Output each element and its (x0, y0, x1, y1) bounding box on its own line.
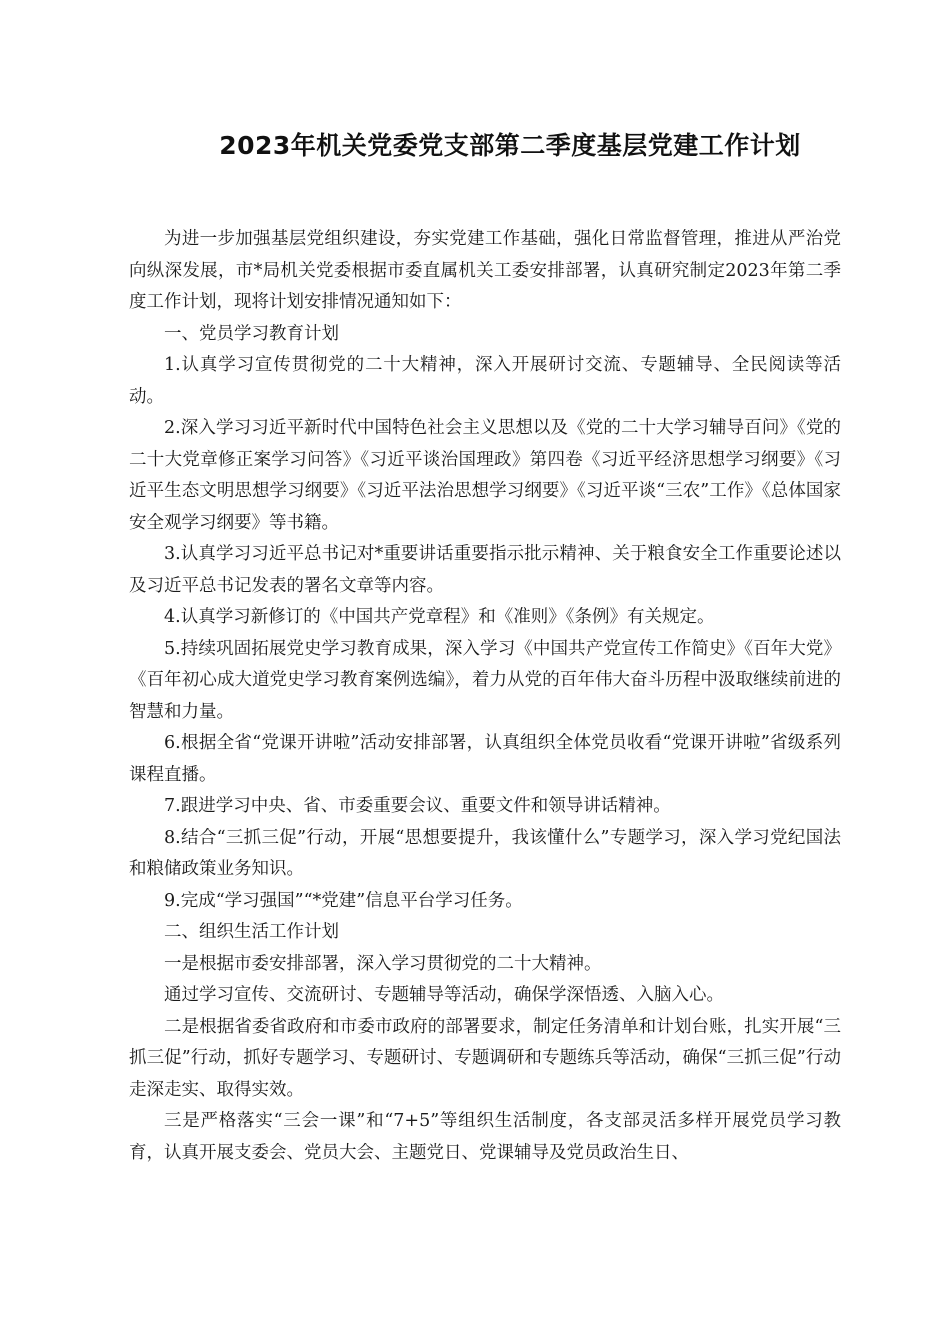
intro-paragraph: 为进一步加强基层党组织建设，夯实党建工作基础，强化日常监督管理，推进从严治党向纵深发展，市*局机关党委根据市委直属机关工委安排部署，认真研究制定2023年第二季度工作计划，现将计划安排情况通知如下： (129, 229, 841, 312)
list-item-9: 9.完成“学习强国”“*党建”信息平台学习任务。 (164, 890, 523, 911)
paragraph-third: 三是严格落实“三会一课”和“7+5”等组织生活制度，各支部灵活多样开展党员学习教育，认真开展支委会、党员大会、主题党日、党课辅导及党员政治生日、 (129, 1111, 841, 1163)
paragraph-first: 一是根据市委安排部署，深入学习贯彻党的二十大精神。 (164, 953, 602, 974)
paragraph-first-detail: 通过学习宣传、交流研讨、专题辅导等活动，确保学深悟透、入脑入心。 (164, 985, 724, 1005)
document-body (129, 224, 841, 1169)
list-item-8: 8.结合“三抓三促”行动，开展“思想要提升，我该懂什么”专题学习，深入学习党纪国法和粮储政策业务知识。 (129, 827, 841, 879)
list-item-6: 6.根据全省“党课开讲啦”活动安排部署，认真组织全体党员收看“党课开讲啦”省级系列课程直播。 (129, 733, 841, 785)
list-item-5: 5.持续巩固拓展党史学习教育成果，深入学习《中国共产党宣传工作简史》《百年大党》《百年初心成大道党史学习教育案例选编》，着力从党的百年伟大奋斗历程中汲取继续前进的智慧和力量。 (129, 638, 841, 722)
paragraph-second: 二是根据省委省政府和市委市政府的部署要求，制定任务清单和计划台账，扎实开展“三抓三促”行动，抓好专题学习、专题研讨、专题调研和专题练兵等活动，确保“三抓三促”行动走深走实、取得实效。 (129, 1016, 841, 1100)
list-item-4: 4.认真学习新修订的《中国共产党章程》和《准则》《条例》有关规定。 (164, 607, 715, 627)
list-item-1: 1.认真学习宣传贯彻党的二十大精神，深入开展研讨交流、专题辅导、全民阅读等活动。 (129, 355, 841, 407)
list-item-7: 7.跟进学习中央、省、市委重要会议、重要文件和领导讲话精神。 (164, 796, 671, 816)
section-heading-organization: 二、组织生活工作计划 (164, 922, 339, 942)
section-heading-study: 一、党员学习教育计划 (164, 323, 339, 344)
document-title: 2023年机关党委党支部第二季度基层党建工作计划 (219, 131, 801, 160)
list-item-3: 3.认真学习习近平总书记对*重要讲话重要指示批示精神、关于粮食安全工作重要论述以及习近平总书记发表的署名文章等内容。 (129, 544, 841, 596)
list-item-2: 2.深入学习习近平新时代中国特色社会主义思想以及《党的二十大学习辅导百问》《党的二十大党章修正案学习问答》《习近平谈治国理政》第四卷《习近平经济思想学习纲要》《习近平生态文明思想学习纲要》《习近平法治思想学习纲要》《习近平谈“三农”工作》《总体国家安全观学习纲要》等书籍。 (129, 418, 841, 533)
